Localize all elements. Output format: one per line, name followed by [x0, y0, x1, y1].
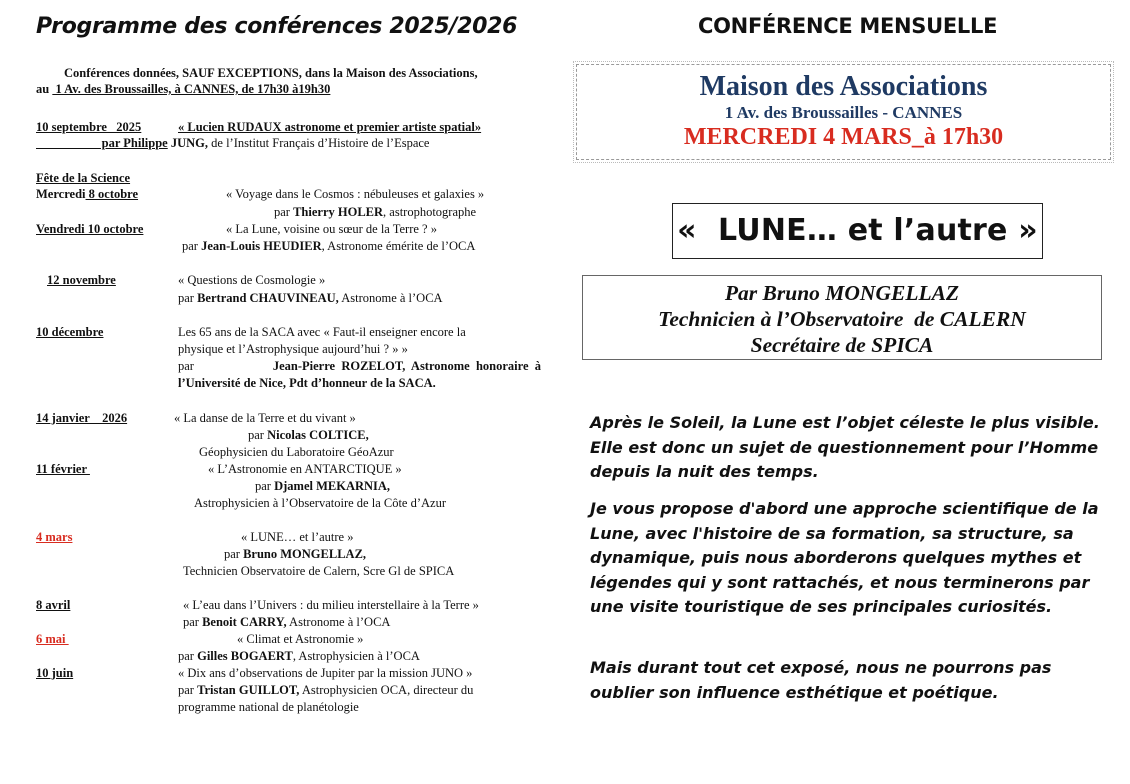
- event-speaker-oct10: [182, 238, 475, 254]
- event-title-nov: « Questions de Cosmologie »: [178, 273, 326, 287]
- conference-title-box: [672, 203, 1043, 259]
- event-line2-dec: physique et l’Astrophysique aujourd’hui ? » »: [178, 342, 408, 356]
- event-title-apr: « L’eau dans l’Univers : du milieu interstellaire à la Terre »: [183, 598, 479, 612]
- description-paragraph-1: Après le Soleil, la Lune est l’objet céleste le plus visible. Elle est donc un sujet de questionnement pour l’Homme depuis la nuit des temps.: [590, 413, 1100, 481]
- speaker-name: Jean-Louis HEUDIER: [201, 239, 322, 253]
- speaker-role: de l’Institut Français d’Histoire de l’Espace: [208, 136, 430, 150]
- speaker-name: Djamel MEKARNIA,: [274, 479, 391, 493]
- event-date: 8 octobre: [85, 187, 139, 201]
- event-role2-jun: programme national de planétologie: [178, 700, 359, 714]
- event-date-oct8: [36, 186, 138, 202]
- event-role-mar: Technicien Observatoire de Calern, Scre Gl de SPICA: [183, 564, 455, 578]
- event-date-jun: 10 juin: [36, 666, 74, 680]
- venue-name: Maison des Associations: [699, 71, 988, 102]
- description-paragraph-3: Mais durant tout cet exposé, nous ne pourrons pas oublier son influence esthétique et poétique.: [590, 658, 1052, 702]
- speaker-role: Astrophysicien OCA, directeur du: [299, 683, 474, 697]
- speaker-by: par: [255, 479, 275, 493]
- event-title-feb: « L’Astronomie en ANTARCTIQUE »: [208, 462, 402, 476]
- event-title-jun: « Dix ans d’observations de Jupiter par la mission JUNO »: [178, 666, 473, 680]
- speaker-line-2: Technicien à l’Observatoire de CALERN: [658, 307, 1026, 331]
- intro-line-1: Conférences données, SAUF EXCEPTIONS, dans la Maison des Associations,: [64, 66, 478, 80]
- speaker-box: [582, 275, 1102, 360]
- speaker-name: Thierry HOLER: [293, 205, 384, 219]
- event-day: Mercredi: [36, 187, 86, 201]
- venue-address: 1 Av. des Broussailles - CANNES: [724, 103, 963, 122]
- speaker-name: Nicolas COLTICE,: [267, 428, 369, 442]
- event-speaker-may: [178, 648, 420, 664]
- speaker-by: par: [178, 683, 198, 697]
- event-date-may: 6 mai: [36, 632, 69, 646]
- event-speaker-feb: [255, 478, 390, 494]
- intro-prefix: au: [36, 82, 53, 96]
- event-date-oct10: Vendredi 10 octobre: [36, 222, 144, 236]
- intro-line-2: [36, 81, 330, 97]
- event-speaker-mar: [224, 546, 366, 562]
- intro-address: 1 Av. des Broussailles, à CANNES, de 17h30 à19h30: [52, 82, 331, 96]
- conference-header: CONFÉRENCE MENSUELLE: [698, 14, 998, 38]
- event-date-mar: 4 mars: [36, 530, 73, 544]
- event-speaker-dec: [178, 358, 541, 374]
- speaker-role: , Astronome émérite de l’OCA: [321, 239, 476, 253]
- speaker-by: par: [182, 239, 202, 253]
- venue-date: MERCREDI 4 MARS_à 17h30: [683, 124, 1004, 150]
- speaker-by: par Philippe: [36, 136, 168, 150]
- fete-science-label: Fête de la Science: [36, 171, 131, 185]
- event-line1-dec: Les 65 ans de la SACA avec « Faut-il enseigner encore la: [178, 325, 466, 339]
- speaker-by: par: [183, 615, 203, 629]
- event-speaker-oct8: [274, 204, 476, 220]
- event-title-oct8: « Voyage dans le Cosmos : nébuleuses et galaxies »: [226, 187, 485, 201]
- speaker-by: par: [274, 205, 294, 219]
- speaker-name: Benoit CARRY,: [202, 615, 287, 629]
- speaker-by: par: [178, 291, 198, 305]
- event-role-feb: Astrophysicien à l’Observatoire de la Côte d’Azur: [194, 496, 447, 510]
- speaker-role: Astronome à l’OCA: [338, 291, 443, 305]
- speaker-name: Tristan GUILLOT,: [197, 683, 300, 697]
- speaker-by: par: [178, 649, 198, 663]
- program-title: Programme des conférences 2025/2026: [36, 14, 518, 39]
- event-title-jan: « La danse de la Terre et du vivant »: [174, 411, 356, 425]
- event-date-sept: 10 septembre 2025: [36, 120, 142, 134]
- event-date-apr: 8 avril: [36, 598, 71, 612]
- conference-title: « LUNE… et l’autre »: [677, 213, 1038, 248]
- speaker-name: JUNG,: [167, 136, 209, 150]
- speaker-role: , astrophotographe: [383, 205, 477, 219]
- speaker-role: , Astrophysicien à l’OCA: [292, 649, 420, 663]
- event-speaker-apr: [183, 614, 390, 630]
- event-speaker-jun: [178, 682, 473, 698]
- description-paragraph-2: Je vous propose d'abord une approche scientifique de la Lune, avec l'histoire de sa formation, sa structure, sa dynamique, puis nous aborderons quelques mythes et légendes qui y sont rattachés, et nous terminerons par une visite touristique de ses principales curiosités.: [590, 499, 1099, 616]
- speaker-by: par: [224, 547, 244, 561]
- speaker-line-3: Secrétaire de SPICA: [750, 333, 934, 357]
- event-line4-dec: l’Université de Nice, Pdt d’honneur de la SACA.: [178, 376, 436, 390]
- speaker-line-1: Par Bruno MONGELLAZ: [724, 281, 960, 305]
- speaker-name: Jean-Pierre ROZELOT, Astronome honoraire à: [272, 359, 541, 373]
- event-title-oct10: « La Lune, voisine ou sœur de la Terre ? »: [226, 222, 437, 236]
- speaker-name: Bruno MONGELLAZ,: [243, 547, 367, 561]
- event-speaker-sept: [36, 135, 429, 151]
- event-title-mar: « LUNE… et l’autre »: [241, 530, 354, 544]
- event-title-sept: « Lucien RUDAUX astronome et premier artiste spatial»: [178, 120, 482, 134]
- event-date-feb: 11 février: [36, 462, 90, 476]
- event-speaker-nov: [178, 290, 443, 306]
- speaker-by: par: [248, 428, 268, 442]
- event-title-may: « Climat et Astronomie »: [237, 632, 364, 646]
- event-date-jan: 14 janvier 2026: [36, 411, 128, 425]
- speaker-role: Astronome à l’OCA: [286, 615, 391, 629]
- event-speaker-jan: [248, 427, 369, 443]
- speaker-name: Gilles BOGAERT: [197, 649, 293, 663]
- venue-box: [576, 64, 1111, 160]
- event-role-jan: Géophysicien du Laboratoire GéoAzur: [199, 445, 394, 459]
- event-date-dec: 10 décembre: [36, 325, 104, 339]
- speaker-by: par: [178, 359, 194, 373]
- event-date-nov: 12 novembre: [47, 273, 116, 287]
- speaker-name: Bertrand CHAUVINEAU,: [197, 291, 339, 305]
